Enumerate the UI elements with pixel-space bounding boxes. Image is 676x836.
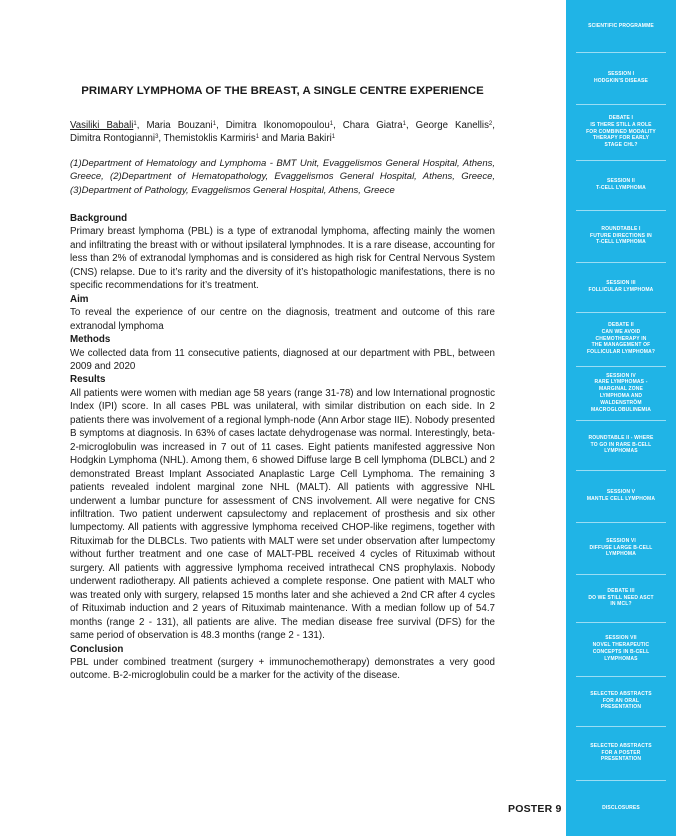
sidebar-item-label <box>590 226 652 246</box>
author-name <box>70 133 158 144</box>
sidebar-item-debate-3[interactable] <box>566 574 676 622</box>
section-text-conclusion: PBL under combined treatment (surgery + immunochemotherapy) demonstrates a very good outcome. B-2-microglobulin could be a marker for the activity of the disease. <box>70 656 495 682</box>
author-separator: and <box>259 133 281 145</box>
sidebar-divider <box>576 676 666 677</box>
sidebar-item-line: LYMPHOMA AND <box>599 393 643 399</box>
author-separator: , <box>158 133 164 145</box>
sidebar-divider <box>576 574 666 575</box>
sidebar-divider <box>576 104 666 105</box>
sidebar-item-line: SESSION I <box>607 71 635 78</box>
sidebar-divider <box>576 52 666 53</box>
affiliation-mark: 1 <box>212 121 217 127</box>
author-name <box>343 120 406 131</box>
sidebar-item-line: SESSION II <box>607 178 635 185</box>
sidebar-item-line: SELECTED ABSTRACTS <box>590 742 652 749</box>
sidebar-item-label <box>602 805 640 812</box>
sidebar-item-label <box>589 435 654 455</box>
section-heading-methods: Methods <box>70 334 111 346</box>
affiliation-mark: 1 <box>133 121 137 127</box>
sidebar-item-line: HODGKIN'S DISEASE <box>593 78 649 84</box>
sidebar-item-session-6[interactable] <box>566 522 676 574</box>
sidebar-item-line: MACROGLOBULINEMIA <box>590 406 652 413</box>
sidebar-item-label <box>590 538 653 558</box>
sidebar-divider <box>576 522 666 523</box>
abstract-body <box>70 212 495 683</box>
sidebar-item-line: THERAPY FOR EARLY <box>592 135 650 142</box>
sidebar-item-label <box>587 489 655 503</box>
sidebar-item-roundtable-1[interactable] <box>566 210 676 262</box>
sidebar-item-line: DEBATE II <box>608 322 634 328</box>
author-separator: , <box>333 120 343 131</box>
sidebar-item-session-5[interactable] <box>566 470 676 522</box>
poster-label: POSTER 9 <box>508 803 562 815</box>
sidebar-item-line: LYMPHOMAS <box>604 655 638 662</box>
sidebar-item-label <box>589 280 654 294</box>
sidebar-item-line: IN MCL? <box>610 601 632 608</box>
sidebar-item-line: PRESENTATION <box>600 704 642 711</box>
sidebar-item-line: DEBATE I <box>608 115 634 121</box>
sidebar-item-line: WALDENSTRÖM <box>600 399 642 406</box>
sidebar-divider <box>576 312 666 313</box>
sidebar-item-label <box>593 635 650 662</box>
sidebar-item-line: T-CELL LYMPHOMA <box>596 239 646 246</box>
sidebar-divider <box>576 726 666 727</box>
section-text-background: Primary breast lymphoma (PBL) is a type of extranodal lymphoma, affecting mainly the women and infiltrating the breast with or without ipsilateral lymphnodes. It is a rare disease, accounting for less than 2% of extranodal lymphomas and is considered as high risk for Central Nervous System (CNS) relapse. Due to it’s rarity and the diversity of it’s histopathologic manifestations, there is no specific recommendations for it’s treatment. <box>70 226 495 292</box>
section-heading-results: Results <box>70 374 106 386</box>
sidebar-item-line: MARGINAL ZONE <box>598 386 644 393</box>
sidebar-divider <box>576 210 666 211</box>
affiliation-mark: 3 <box>155 134 159 141</box>
sidebar-item-line: TO GO IN RARE B-CELL <box>590 441 652 448</box>
sidebar-item-line: ROUNDTABLE II - WHERE <box>588 434 654 441</box>
sidebar-item-line: CAN WE AVOID <box>601 328 641 335</box>
sidebar-item-label <box>590 743 651 763</box>
sidebar-item-line: MANTLE CELL LYMPHOMA <box>586 496 656 502</box>
sidebar-item-line: LYMPHOMAS <box>604 448 638 455</box>
sidebar-item-disclosures[interactable] <box>566 780 676 836</box>
affiliation-mark: 1 <box>331 134 336 141</box>
sidebar-item-line: FOLLICULAR LYMPHOMA? <box>586 349 656 356</box>
abstract-page <box>70 0 495 836</box>
sidebar-item-label <box>591 373 651 414</box>
sidebar-item-label <box>588 588 653 608</box>
sidebar-item-line: SELECTED ABSTRACTS <box>590 690 652 697</box>
sidebar-item-label <box>586 115 656 149</box>
sidebar-divider <box>576 262 666 263</box>
sidebar-item-line: FOR A POSTER <box>601 749 641 756</box>
section-heading-background: Background <box>70 213 128 224</box>
sidebar-item-line: IS THERE STILL A ROLE <box>590 121 652 128</box>
section-text-aim: To reveal the experience of our centre on the diagnosis, treatment and outcome of this rare extranodal lymphoma <box>70 307 495 332</box>
sidebar-divider <box>576 470 666 471</box>
sidebar-item-label <box>587 322 655 356</box>
sidebar-item-label <box>596 178 646 192</box>
author-separator: , <box>405 120 416 131</box>
section-heading-aim: Aim <box>70 293 89 305</box>
author-separator: , <box>136 120 147 131</box>
sidebar-item-debate-1[interactable] <box>566 104 676 160</box>
sidebar-item-label <box>590 691 651 711</box>
affiliation-mark: 1 <box>329 121 334 127</box>
author-name <box>281 133 335 144</box>
sidebar-item-line: THE MANAGEMENT OF <box>591 342 651 349</box>
sidebar-item-line: SESSION VI <box>606 537 636 544</box>
sidebar-divider <box>576 160 666 161</box>
sidebar-item-line: SESSION VII <box>605 635 637 642</box>
section-text-results: All patients were women with median age 58 years (range 31-78) and low International prognostic Index (IPI) score. In all cases PBL was unilateral, with similar distribution on each side. In 2 patients there was involvement of a regional lymph-node (Ann Arbor stage IIE). Nobody presented B symptoms at diagnosis. In 63% of cases lactate dehydrogenase was normal. Interestingly, beta-2-microglobulin was increased in 7 out of 11 cases. Eight patients manifested aggressive Non Hodgkin Lymphoma (NHL). Among them, 6 showed Diffuse large B cell lymphoma (DLBCL) and 2 demonstrated Breast Implant Associated Anaplastic Large Cell Lymphoma. The remaining 3 patients revealed indolent marginal zone NHL (MALT). All patients with aggressive NHL underwent a lumbar puncture for assessment of CNS involvement. All were negative for CNS infiltration. Two patient underwent capsulectomy and replacement of prosthesis and six other lumpectomy. All patients with aggressive lymphoma received CHOP-like regimens, together with Rituximab for the DLBCLs. Two patients with MALT were set under observation after lumpectomy without further treatment and one case of MALT-PBL received 4 cycles of Rituximab without surgery. All patients with aggressive lymphoma received intrathecal CNS prophylaxis. Nobody underwent radiotherapy. All patients achieved a complete response. One patient with MALT who was treated only with surgery, relapsed 15 months later and she achieved a 2nd CR after 4 cycles of Rituximab induction and 2 years of Rituximab maintenance. With a median follow up of 54.7 months (range 2 - 131), all patients are alive. The median disease free survival (DFS) for the same period of observation is 48.3 months (range 2 - 131). <box>70 387 495 642</box>
author-name-text: Themistoklis Karmiris <box>163 133 256 145</box>
sidebar-item-line: FOR AN ORAL <box>602 697 640 704</box>
author-name-text: Chara Giatra <box>342 120 403 131</box>
author-name <box>416 120 493 131</box>
author-separator: , <box>216 120 226 131</box>
sidebar-item-scientific-programme[interactable] <box>566 0 676 52</box>
page-title: PRIMARY LYMPHOMA OF THE BREAST, A SINGLE CENTRE EXPERIENCE <box>81 85 484 97</box>
sidebar-item-line: CHEMOTHERAPY IN <box>595 335 647 342</box>
affiliation-mark: 1 <box>255 134 260 141</box>
author-name <box>226 120 333 131</box>
author-name <box>164 133 259 144</box>
sidebar-item-session-2[interactable] <box>566 160 676 210</box>
sidebar-divider <box>576 780 666 781</box>
author-separator: , <box>492 120 495 131</box>
programme-sidebar <box>566 0 676 836</box>
section-text-methods: We collected data from 11 consecutive patients, diagnosed at our department with PBL, between 2009 and 2020 <box>70 347 495 372</box>
sidebar-item-line: FOR COMBINED MODALITY <box>586 128 656 135</box>
sidebar-item-session-4[interactable] <box>566 366 676 420</box>
sidebar-item-line: NOVEL THERAPEUTIC <box>592 642 650 649</box>
sidebar-divider <box>576 622 666 623</box>
author-name <box>70 120 137 131</box>
sidebar-item-session-7[interactable] <box>566 622 676 676</box>
sidebar-item-line: ROUNDTABLE I <box>601 225 641 232</box>
author-name-text: Vasiliki Babali <box>70 120 134 131</box>
sidebar-item-line: FOLLICULAR LYMPHOMA <box>588 287 654 293</box>
sidebar-divider <box>576 420 666 421</box>
sidebar-item-oral-abstracts[interactable] <box>566 676 676 726</box>
author-list <box>70 119 495 146</box>
affiliations: (1)Department of Hematology and Lymphoma - BMT Unit, Evaggelismos General Hospital, Athens, Greece, (2)Department of Hematopathology, Evaggelismos General Hospital, Athens, Greece, (3)Department of Pathology, Evaggelismos General Hospital, Athens, Greece <box>70 158 495 196</box>
sidebar-item-line: DO WE STILL NEED ASCT <box>588 594 654 601</box>
section-heading-conclusion: Conclusion <box>70 643 124 655</box>
sidebar-item-session-1[interactable] <box>566 52 676 104</box>
sidebar-item-roundtable-2[interactable] <box>566 420 676 470</box>
author-name-text: Dimitra Rontogianni <box>70 133 156 145</box>
sidebar-item-line: DIFFUSE LARGE B-CELL <box>589 544 653 551</box>
sidebar-item-line: SESSION IV <box>606 372 636 379</box>
sidebar-item-session-3[interactable] <box>566 262 676 312</box>
sidebar-item-line: CONCEPTS IN B-CELL <box>592 649 650 655</box>
sidebar-item-label <box>588 23 654 30</box>
sidebar-divider <box>576 366 666 367</box>
sidebar-item-line: LYMPHOMA <box>606 551 636 558</box>
author-name-text: Dimitra Ikonomopoulou <box>225 120 330 131</box>
author-name-text: Maria Bakiri <box>280 133 332 145</box>
author-name-text: Maria Bouzani <box>146 120 213 131</box>
affiliation-mark: 2 <box>488 121 493 127</box>
sidebar-item-line: SESSION V <box>606 489 636 496</box>
affiliation-mark: 1 <box>402 121 406 127</box>
sidebar-item-debate-2[interactable] <box>566 312 676 366</box>
sidebar-item-line: RARE LYMPHOMAS - <box>594 379 648 386</box>
author-name-text: George Kanellis <box>415 120 489 131</box>
sidebar-item-label <box>594 71 648 85</box>
sidebar-item-line: SESSION III <box>606 280 636 287</box>
sidebar-item-line: SCIENTIFIC PROGRAMME <box>588 22 654 29</box>
sidebar-item-line: DISCLOSURES <box>602 804 640 811</box>
sidebar-item-line: DEBATE III <box>607 587 635 594</box>
sidebar-item-poster-abstracts[interactable] <box>566 726 676 780</box>
sidebar-item-line: FUTURE DIRECTIONS IN <box>590 232 652 239</box>
sidebar-item-line: PRESENTATION <box>600 756 642 763</box>
sidebar-item-line: T-CELL LYMPHOMA <box>596 185 646 191</box>
author-name <box>146 120 216 131</box>
sidebar-item-line: STAGE CHL? <box>604 142 638 149</box>
